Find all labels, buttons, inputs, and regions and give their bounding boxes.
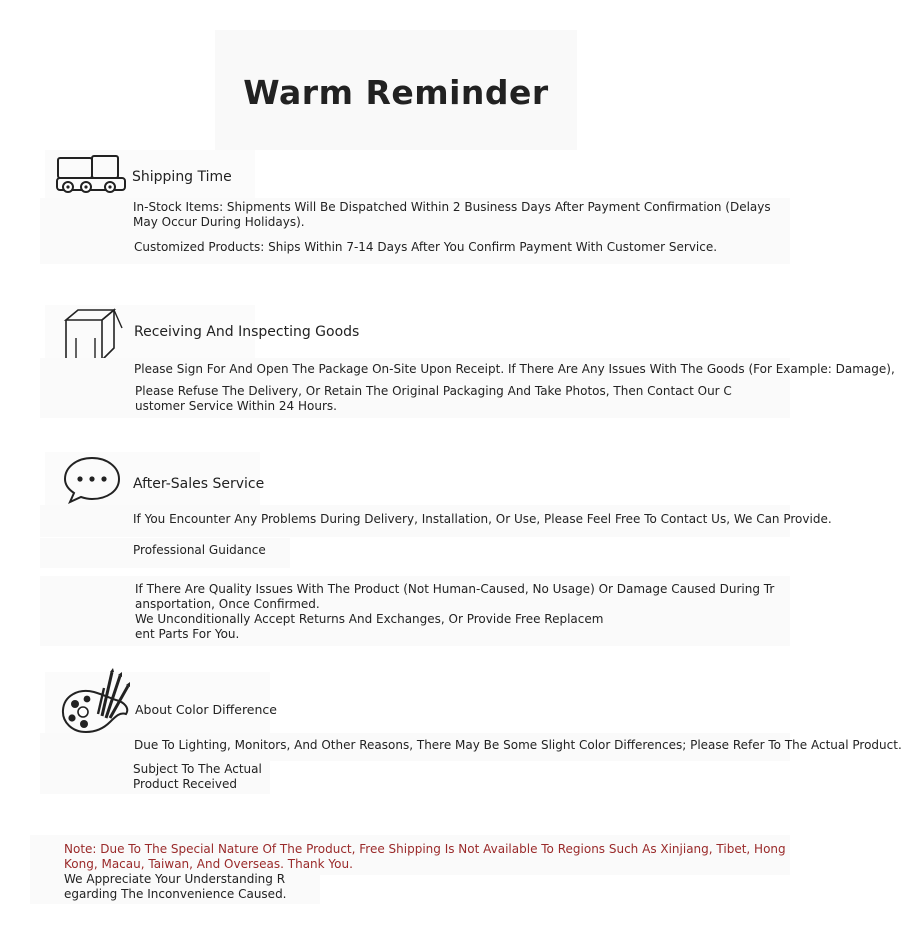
- palette-icon: [60, 668, 132, 736]
- color-difference-text: Due To Lighting, Monitors, And Other Reasons, There May Be Some Slight Color Differences; Please Refer To The Actual Product.: [134, 738, 902, 752]
- section-heading-color-difference: About Color Difference: [135, 702, 277, 717]
- truck-icon: [56, 154, 128, 196]
- section-heading-receiving: Receiving And Inspecting Goods: [134, 324, 360, 340]
- receiving-refuse-text: Please Refuse The Delivery, Or Retain The Original Packaging And Take Photos, Then Contact Our C ustomer Service Within 24 Hours.: [135, 384, 732, 413]
- box-icon: [62, 308, 124, 364]
- appreciation-note: We Appreciate Your Understanding R egarding The Inconvenience Caused.: [64, 872, 287, 901]
- after-sales-contact-text: If You Encounter Any Problems During Delivery, Installation, Or Use, Please Feel Free To Contact Us, We Can Provide.: [133, 512, 832, 526]
- shipping-restriction-note: Note: Due To The Special Nature Of The Product, Free Shipping Is Not Available To Regions Such As Xinjiang, Tibet, Hong Kong, Macau, Taiwan, And Overseas. Thank You.: [64, 842, 786, 871]
- shipping-in-stock-text: In-Stock Items: Shipments Will Be Dispatched Within 2 Business Days After Payment Confirmation (Delays May Occur During Holidays).: [133, 200, 771, 229]
- section-heading-shipping-time: Shipping Time: [132, 169, 232, 185]
- receiving-sign-text: Please Sign For And Open The Package On-Site Upon Receipt. If There Are Any Issues With The Goods (For Example: Damage),: [134, 362, 895, 376]
- speech-bubble-icon: [62, 456, 122, 504]
- after-sales-quality-text: If There Are Quality Issues With The Product (Not Human-Caused, No Usage) Or Damage Caused During Tr ansportation, Once Confirmed.: [135, 582, 775, 611]
- section-heading-after-sales: After-Sales Service: [133, 476, 265, 492]
- after-sales-guidance-text: Professional Guidance: [133, 543, 266, 557]
- color-difference-subject-text: Subject To The Actual Product Received: [133, 762, 262, 791]
- page-title: Warm Reminder: [215, 30, 577, 150]
- shipping-customized-text: Customized Products: Ships Within 7-14 Days After You Confirm Payment With Customer Service.: [134, 240, 718, 254]
- after-sales-returns-text: We Unconditionally Accept Returns And Exchanges, Or Provide Free Replacem ent Parts For You.: [135, 612, 604, 641]
